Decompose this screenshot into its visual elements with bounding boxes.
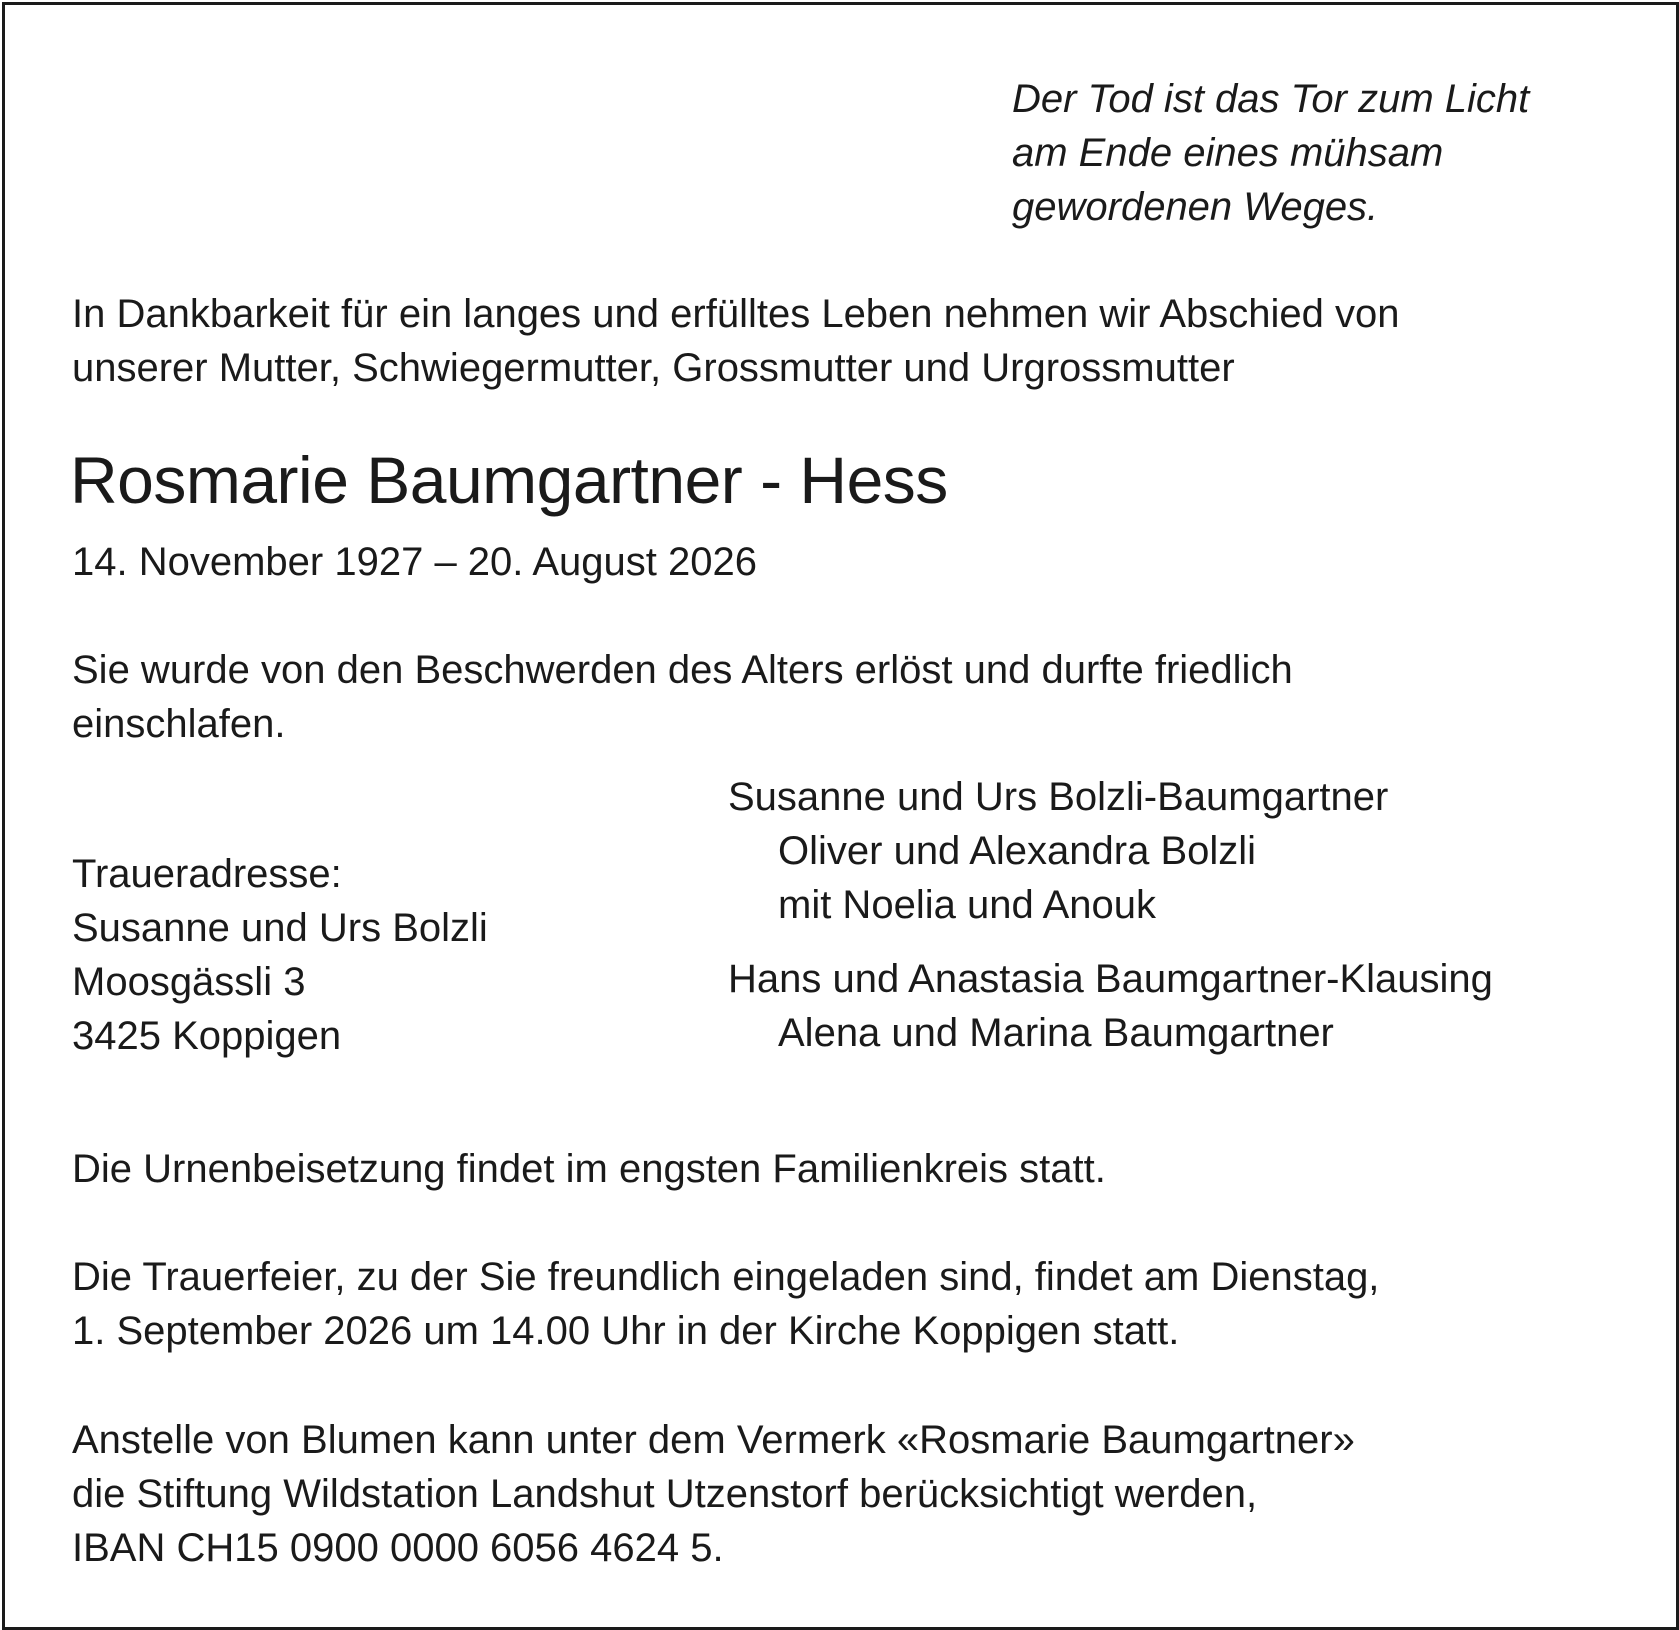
mourning-address — [72, 847, 488, 1063]
family-group-head: Hans und Anastasia Baumgartner-Klausing — [728, 957, 1493, 1001]
family-member: Oliver und Alexandra Bolzli — [778, 829, 1257, 873]
urn-burial-notice: Die Urnenbeisetzung findet im engsten Familienkreis statt. — [72, 1147, 1106, 1191]
donation-notice — [72, 1413, 1355, 1575]
quote-line: Der Tod ist das Tor zum Licht — [1012, 77, 1530, 121]
quote-line: gewordenen Weges. — [1012, 185, 1379, 229]
intro-line: In Dankbarkeit für ein langes und erfülltes Leben nehmen wir Abschied von — [72, 292, 1400, 336]
intro-line: unserer Mutter, Schwiegermutter, Grossmutter und Urgrossmutter — [72, 346, 1235, 390]
family-member: mit Noelia und Anouk — [778, 883, 1157, 927]
donation-line: die Stiftung Wildstation Landshut Utzenstorf berücksichtigt werden, — [72, 1472, 1258, 1516]
release-line: einschlafen. — [72, 702, 286, 746]
donation-line: Anstelle von Blumen kann unter dem Vermerk «Rosmarie Baumgartner» — [72, 1418, 1355, 1462]
family-group-head: Susanne und Urs Bolzli-Baumgartner — [728, 775, 1389, 819]
address-name: Susanne und Urs Bolzli — [72, 906, 488, 950]
ceremony-line: Die Trauerfeier, zu der Sie freundlich eingeladen sind, findet am Dienstag, — [72, 1255, 1380, 1299]
release-line: Sie wurde von den Beschwerden des Alters erlöst und durfte friedlich — [72, 648, 1293, 692]
donation-line: IBAN CH15 0900 0000 6056 4624 5. — [72, 1526, 724, 1570]
deceased-name: Rosmarie Baumgartner - Hess — [70, 443, 948, 517]
intro-text — [72, 287, 1399, 395]
address-street: Moosgässli 3 — [72, 960, 306, 1004]
life-dates: 14. November 1927 – 20. August 2026 — [72, 540, 757, 584]
address-city: 3425 Koppigen — [72, 1014, 342, 1058]
family-list — [728, 770, 1493, 1060]
ceremony-line: 1. September 2026 um 14.00 Uhr in der Kirche Koppigen statt. — [72, 1309, 1180, 1353]
quote-line: am Ende eines mühsam — [1012, 131, 1444, 175]
quote — [1012, 72, 1529, 234]
ceremony-notice — [72, 1250, 1379, 1358]
release-text — [72, 643, 1293, 751]
family-member: Alena und Marina Baumgartner — [778, 1011, 1334, 1055]
address-label: Traueradresse: — [72, 852, 342, 896]
